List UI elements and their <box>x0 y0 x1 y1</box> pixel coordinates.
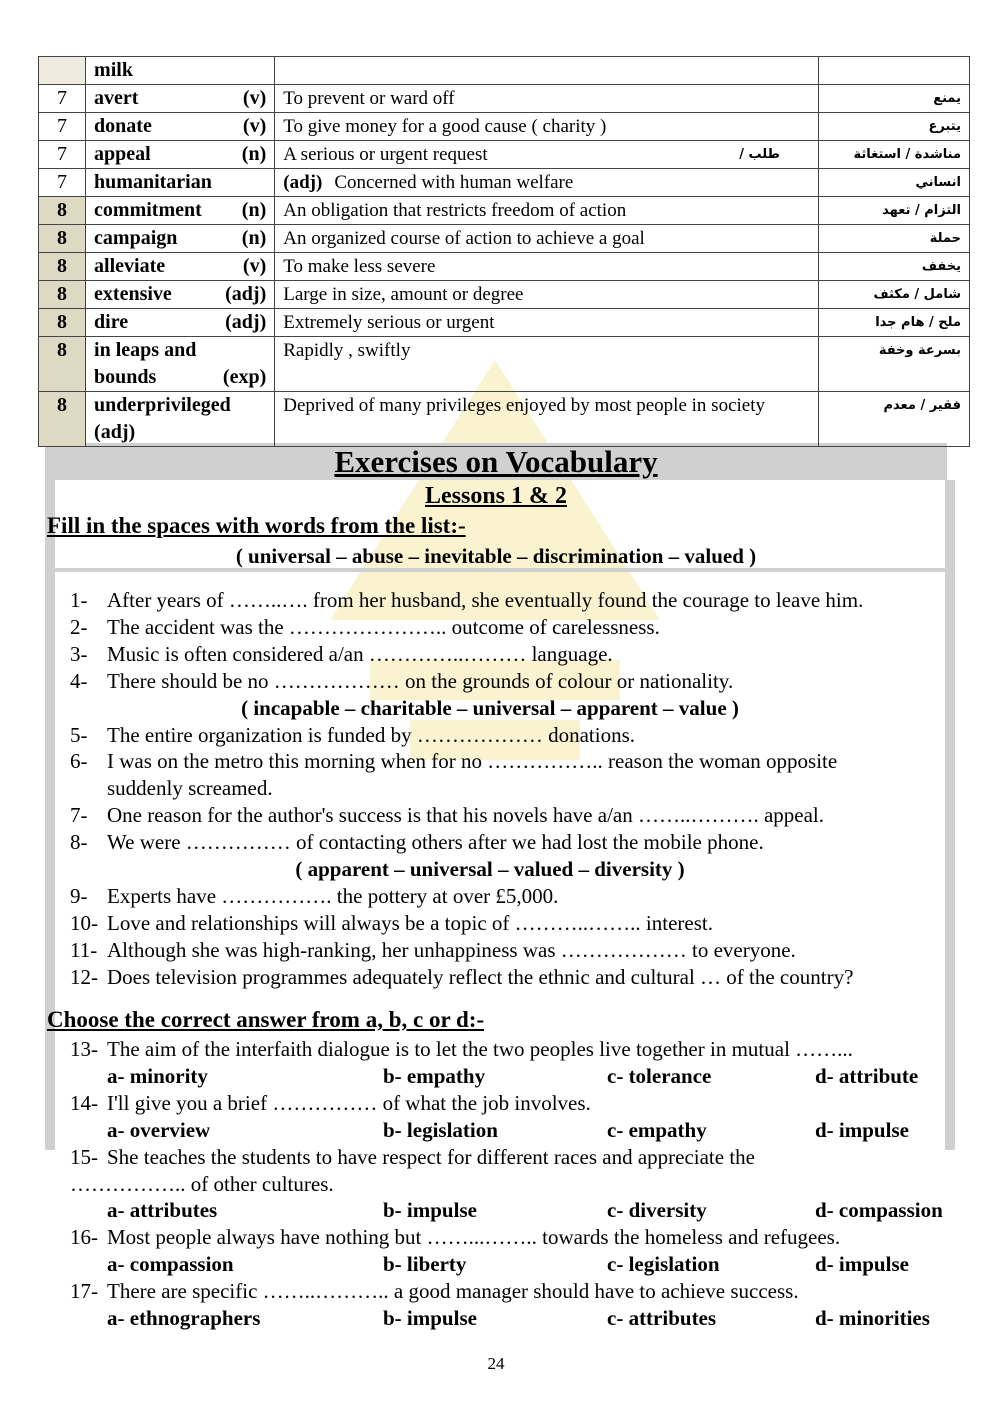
vocab-word <box>86 309 275 337</box>
question-text: The accident was the ………………….. outcome of carelessness. <box>107 614 660 639</box>
answer-option[interactable]: d- impulse <box>815 1252 909 1277</box>
part-of-speech: (n) <box>241 199 267 221</box>
definition-text: Extremely serious or urgent <box>283 312 495 333</box>
question <box>70 1144 970 1171</box>
answer-option[interactable]: d- impulse <box>815 1117 909 1142</box>
question-text: I'll give you a brief …………… of what the job involves. <box>107 1090 591 1115</box>
definition-text: To give money for a good cause ( charity ) <box>283 116 607 137</box>
definition <box>275 253 819 281</box>
question-text: Experts have ……………. the pottery at over £5,000. <box>107 883 559 908</box>
question-text: Music is often considered a/an …………..……… language. <box>107 641 613 666</box>
arabic-translation: مناشدة / استغاثة <box>818 141 969 169</box>
choose-heading: Choose the correct answer from a, b, c or d:- <box>47 1007 485 1032</box>
question-continuation: suddenly screamed. <box>107 776 273 801</box>
question-text: The entire organization is funded by ……………… donations. <box>107 722 636 747</box>
definition-text: Concerned with human welfare <box>334 172 574 193</box>
table-row <box>39 57 970 85</box>
vocab-word <box>86 113 275 141</box>
vocab-word <box>86 85 275 113</box>
table-row <box>39 392 970 447</box>
fill-exercise <box>70 587 970 991</box>
question-number: 3- <box>70 641 88 666</box>
vocab-word <box>86 281 275 309</box>
question-number: 16- <box>70 1225 98 1250</box>
answer-option[interactable]: b- impulse <box>383 1198 477 1223</box>
word-text: commitment <box>94 199 202 221</box>
answer-option[interactable]: c- empathy <box>607 1117 707 1142</box>
answer-option[interactable]: a- overview <box>107 1117 211 1142</box>
arabic-translation: فقير / معدم <box>818 392 969 447</box>
part-of-speech: (adj) <box>225 311 267 333</box>
question <box>70 1036 970 1063</box>
word-text: donate <box>94 115 152 137</box>
question <box>70 937 970 964</box>
question-number: 7- <box>70 803 88 828</box>
arabic-translation: حملة <box>818 225 969 253</box>
answer-option[interactable]: b- impulse <box>383 1306 477 1331</box>
question-text: Most people always have nothing but ……...…….. towards the homeless and refugees. <box>107 1225 841 1250</box>
table-row <box>39 225 970 253</box>
table-row <box>39 197 970 225</box>
question-number: 10- <box>70 910 98 935</box>
question-number: 6- <box>70 749 88 774</box>
question <box>70 910 970 937</box>
part-of-speech: (v) <box>242 115 267 137</box>
answer-option[interactable]: c- diversity <box>607 1198 707 1223</box>
question <box>70 748 970 775</box>
part-of-speech: (n) <box>241 227 267 249</box>
question <box>70 1278 970 1305</box>
answer-option[interactable]: a- minority <box>107 1063 208 1088</box>
question-number: 9- <box>70 883 88 908</box>
definition <box>275 57 819 85</box>
question-number: 14- <box>70 1090 98 1115</box>
question-text: She teaches the students to have respect for different races and appreciate the <box>107 1144 755 1169</box>
answer-option[interactable]: a- compassion <box>107 1252 234 1277</box>
page-title: Exercises on Vocabulary <box>334 444 658 479</box>
question-text: Although she was high-ranking, her unhappiness was ……………… to everyone. <box>107 937 796 962</box>
definition <box>275 392 819 447</box>
question <box>70 614 970 641</box>
word-list-3: ( apparent – universal – valued – diversity ) <box>295 857 685 882</box>
answer-option[interactable]: d- attribute <box>815 1063 919 1088</box>
word-text: humanitarian <box>94 171 212 193</box>
arabic-translation: يخفف <box>818 253 969 281</box>
question-number: 13- <box>70 1037 98 1061</box>
question-number: 2- <box>70 614 88 639</box>
question-text: One reason for the author's success is that his novels have a/an ……..………. appeal. <box>107 803 825 828</box>
lesson-number <box>39 57 86 85</box>
answer-options <box>70 1251 970 1278</box>
arabic-translation: التزام / تعهد <box>818 197 969 225</box>
definition <box>275 309 819 337</box>
definition-prefix: (adj) <box>283 172 323 193</box>
word-text: milk <box>94 59 133 81</box>
question-text: Love and relationships will always be a topic of ………..…….. interest. <box>107 910 713 935</box>
question-text: After years of ……..…. from her husband, she eventually found the courage to leave him. <box>107 588 864 612</box>
vocab-word <box>86 57 275 85</box>
page-number: 24 <box>487 1354 505 1373</box>
vocab-word <box>86 141 275 169</box>
vocab-word <box>86 337 275 392</box>
vocab-word <box>86 225 275 253</box>
question-number: 12- <box>70 964 98 989</box>
question <box>70 668 970 695</box>
fill-heading: Fill in the spaces with words from the list:- <box>47 513 466 538</box>
definition-arabic: / طلب <box>739 147 780 162</box>
answer-option[interactable]: b- liberty <box>383 1252 467 1277</box>
definition-text: An obligation that restricts freedom of action <box>283 200 627 221</box>
definition <box>275 113 819 141</box>
answer-option[interactable]: c- tolerance <box>607 1063 712 1088</box>
lesson-subtitle: Lessons 1 & 2 <box>424 483 568 509</box>
definition-text: To make less severe <box>283 256 436 277</box>
question-continuation: …………….. of other cultures. <box>70 1171 334 1196</box>
lesson-number: 8 <box>39 225 86 253</box>
word-text: campaign <box>94 227 178 249</box>
answer-option[interactable]: a- ethnographers <box>107 1306 261 1331</box>
table-row <box>39 113 970 141</box>
answer-option[interactable]: c- legislation <box>607 1252 720 1277</box>
answer-options <box>70 1063 970 1090</box>
definition <box>275 85 819 113</box>
question-number: 15- <box>70 1144 98 1169</box>
word-list-1: ( universal – abuse – inevitable – discrimination – valued ) <box>235 544 757 568</box>
part-of-speech: (v) <box>242 87 267 109</box>
part-of-speech: (adj) <box>225 283 267 305</box>
word-text: in leaps and <box>94 339 197 361</box>
word-list-2: ( incapable – charitable – universal – apparent – value ) <box>241 695 739 720</box>
definition <box>275 281 819 309</box>
answer-option[interactable]: b- legislation <box>383 1117 498 1142</box>
arabic-translation: بسرعة وخفة <box>818 337 969 392</box>
arabic-translation <box>818 57 969 85</box>
table-row <box>39 337 970 392</box>
table-row <box>39 169 970 197</box>
word-text: dire <box>94 311 129 333</box>
arabic-translation: انساني <box>818 169 969 197</box>
vocab-word <box>86 197 275 225</box>
word-text: extensive <box>94 283 172 305</box>
lesson-number: 8 <box>39 197 86 225</box>
question <box>70 722 970 749</box>
definition-text: Large in size, amount or degree <box>283 284 524 305</box>
vocab-word <box>86 169 275 197</box>
vocab-word <box>86 253 275 281</box>
question <box>70 641 970 668</box>
question-number: 1- <box>70 588 88 612</box>
word-text: underprivileged <box>94 394 231 416</box>
question-number: 8- <box>70 830 88 855</box>
answer-option[interactable]: a- attributes <box>107 1198 218 1223</box>
answer-options <box>70 1117 970 1144</box>
lesson-number: 7 <box>39 85 86 113</box>
vocabulary-table <box>38 56 970 447</box>
answer-option[interactable]: b- empathy <box>383 1063 486 1088</box>
question-number: 17- <box>70 1279 98 1304</box>
arabic-translation: ملح / هام جدا <box>818 309 969 337</box>
lesson-number: 8 <box>39 281 86 309</box>
question <box>70 829 970 856</box>
part-of-speech: (exp) <box>222 366 267 388</box>
question-number: 11- <box>70 937 98 962</box>
definition <box>275 197 819 225</box>
lesson-number: 8 <box>39 392 86 447</box>
definition <box>275 141 819 169</box>
table-row <box>39 141 970 169</box>
lesson-number: 8 <box>39 309 86 337</box>
lesson-number: 7 <box>39 169 86 197</box>
definition <box>275 337 819 392</box>
definition-text: Rapidly , swiftly <box>283 340 411 361</box>
table-row <box>39 253 970 281</box>
answer-option[interactable]: d- minorities <box>815 1306 930 1331</box>
word-text-2: bounds <box>94 366 157 388</box>
definition <box>275 169 819 197</box>
definition-text: An organized course of action to achieve a goal <box>283 228 645 249</box>
lesson-number: 7 <box>39 113 86 141</box>
question-text: There are specific ……..……….. a good manager should have to achieve success. <box>107 1279 799 1304</box>
question <box>70 1090 970 1117</box>
arabic-translation: شامل / مكثف <box>818 281 969 309</box>
lesson-number: 7 <box>39 141 86 169</box>
arabic-translation: يتبرع <box>818 113 969 141</box>
arabic-translation: يمنع <box>818 85 969 113</box>
question <box>70 1224 970 1251</box>
question <box>70 587 970 614</box>
part-of-speech: (n) <box>241 143 267 165</box>
question <box>70 964 970 991</box>
table-row <box>39 281 970 309</box>
question-number: 5- <box>70 722 88 747</box>
definition <box>275 225 819 253</box>
choose-exercise <box>70 1036 970 1332</box>
word-text: avert <box>94 87 139 109</box>
definition-text: To prevent or ward off <box>283 88 455 109</box>
question-text: Does television programmes adequately reflect the ethnic and cultural … of the country? <box>107 964 854 989</box>
question-text: I was on the metro this morning when for no …………….. reason the woman opposite <box>107 749 838 774</box>
definition-text: Deprived of many privileges enjoyed by most people in society <box>283 395 765 416</box>
word-text: appeal <box>94 143 151 165</box>
answer-option[interactable]: d- compassion <box>815 1198 943 1223</box>
word-text: alleviate <box>94 255 166 277</box>
definition-text: A serious or urgent request <box>283 144 488 165</box>
question-number: 4- <box>70 668 88 693</box>
answer-option[interactable]: c- attributes <box>607 1306 717 1331</box>
question <box>70 883 970 910</box>
answer-options <box>70 1197 970 1224</box>
vocab-word <box>86 392 275 447</box>
table-row <box>39 309 970 337</box>
answer-options <box>70 1305 970 1332</box>
question-text: There should be no ……………… on the grounds of colour or nationality. <box>107 668 734 693</box>
word-text-2: (adj) <box>94 421 136 443</box>
question <box>70 802 970 829</box>
lesson-number: 8 <box>39 253 86 281</box>
table-row <box>39 85 970 113</box>
question-text: We were …………… of contacting others after we had lost the mobile phone. <box>107 830 764 855</box>
part-of-speech: (v) <box>242 255 267 277</box>
lesson-number: 8 <box>39 337 86 392</box>
question-text: The aim of the interfaith dialogue is to let the two peoples live together in mutual ……... <box>107 1037 853 1061</box>
